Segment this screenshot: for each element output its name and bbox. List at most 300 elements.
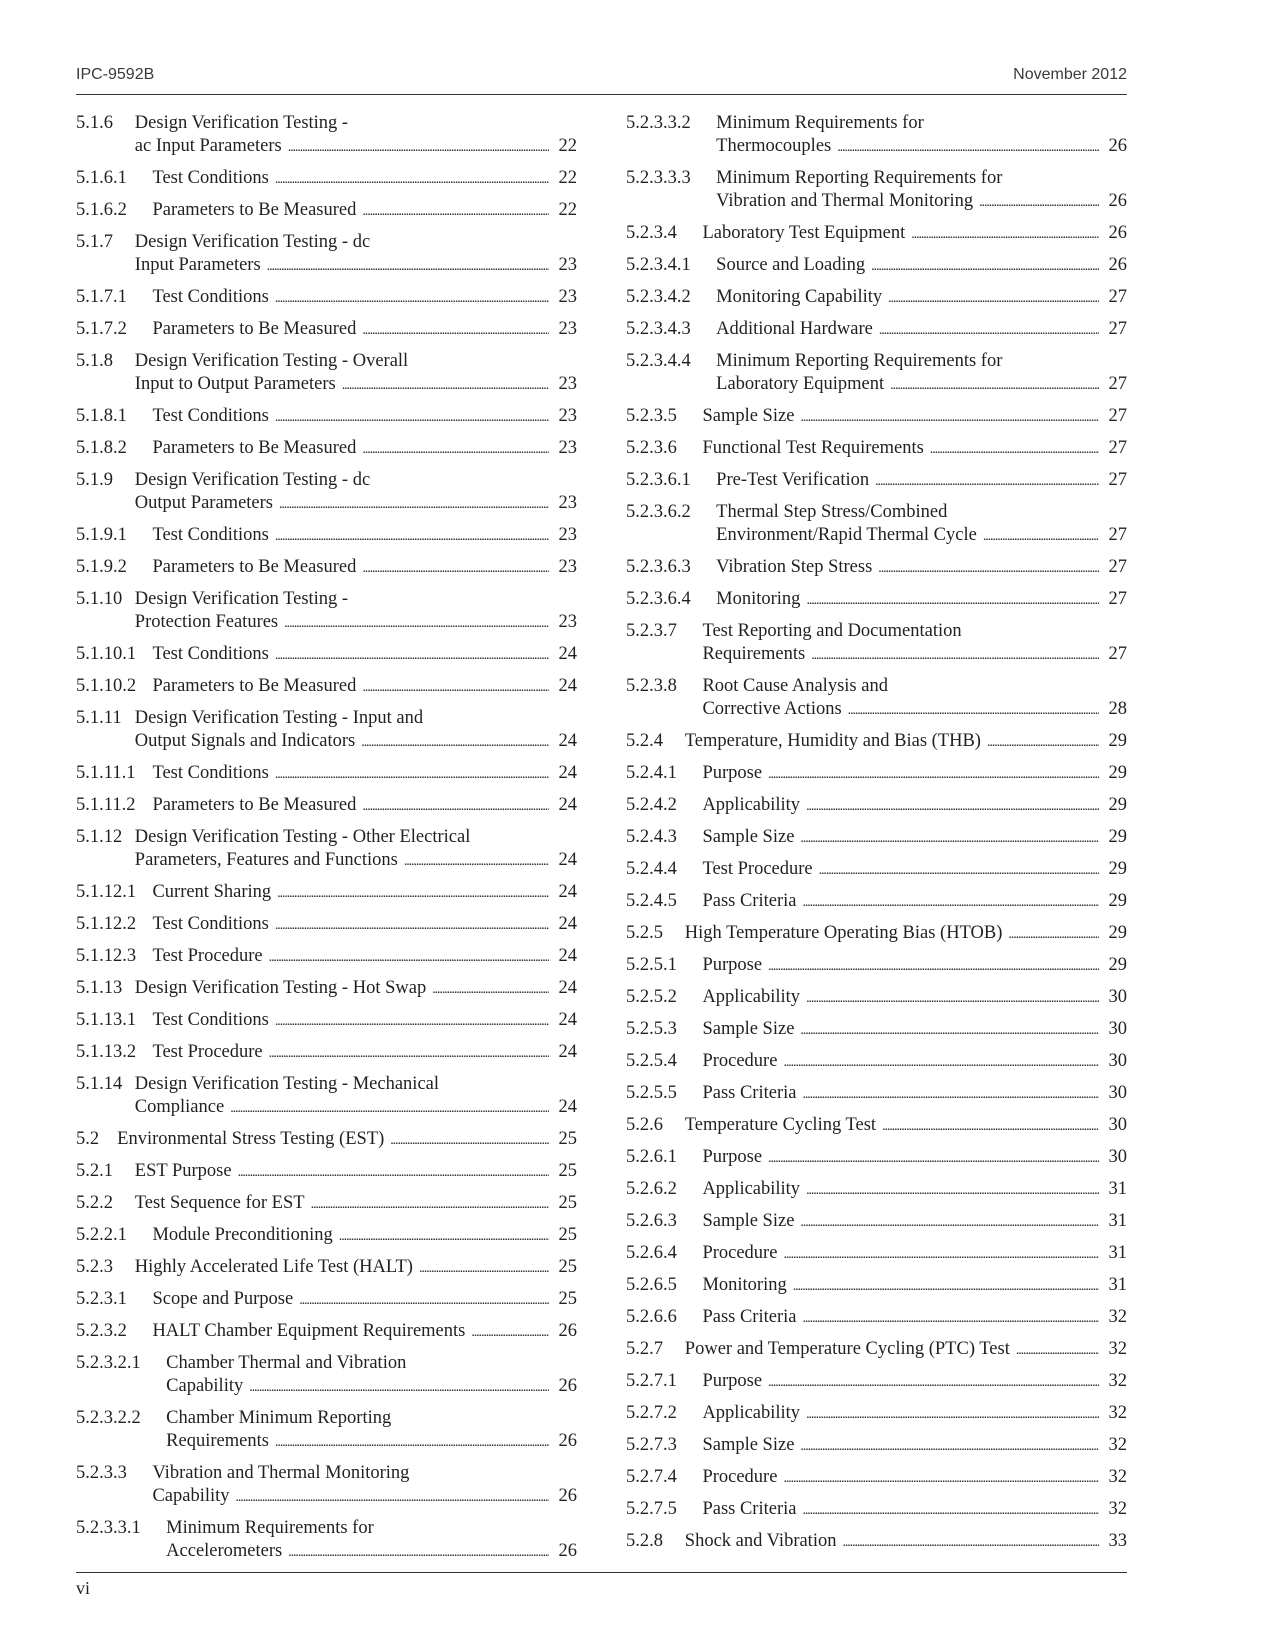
section-number: 5.2.3.2: [76, 1321, 127, 1341]
dot-leader: [288, 1541, 549, 1564]
toc-entry-line: [626, 112, 1127, 135]
toc-entry[interactable]: [626, 1306, 1127, 1330]
section-number: 5.2.3.6.1: [626, 470, 691, 490]
toc-entry[interactable]: [626, 730, 1127, 754]
section-title: Applicability: [702, 1179, 801, 1199]
toc-entry-line: [626, 762, 1127, 786]
dot-leader: [361, 731, 549, 754]
section-number: 5.2.6.2: [626, 1179, 677, 1199]
toc-entry[interactable]: [626, 501, 1127, 548]
section-number: 5.2.6.6: [626, 1307, 677, 1327]
section-number: 5.2.6.1: [626, 1147, 677, 1167]
section-title: High Temperature Operating Bias (HTOB): [684, 923, 1003, 943]
section-number: 5.1.6: [76, 113, 113, 133]
toc-entry[interactable]: [626, 1018, 1127, 1042]
toc-entry[interactable]: [76, 643, 577, 667]
section-title: Minimum Requirements for: [716, 113, 924, 133]
toc-entry[interactable]: [626, 675, 1127, 722]
section-title: Parameters to Be Measured: [152, 795, 357, 815]
toc-entry-line: [626, 373, 1127, 397]
section-title: Pre-Test Verification: [716, 470, 870, 490]
section-title: Test Procedure: [152, 946, 263, 966]
toc-entry[interactable]: [76, 794, 577, 818]
dot-leader: [342, 374, 549, 397]
page-reference: 26: [1108, 191, 1127, 211]
toc-entry-line: [626, 730, 1127, 754]
toc-entry-line: [626, 826, 1127, 850]
section-title: Environmental Stress Testing (EST): [117, 1129, 385, 1149]
section-number: 5.2.6: [626, 1115, 663, 1135]
page-reference: 27: [1108, 374, 1127, 394]
toc-entry[interactable]: [626, 254, 1127, 278]
dot-leader: [275, 287, 549, 310]
dot-leader: [249, 1376, 549, 1399]
toc-entry[interactable]: [626, 1434, 1127, 1458]
section-title: Minimum Reporting Requirements for: [716, 168, 1003, 188]
toc-entry[interactable]: [76, 1041, 577, 1065]
section-title: Compliance: [134, 1097, 225, 1117]
section-number: 5.1.9.2: [76, 557, 127, 577]
section-title: Chamber Minimum Reporting: [166, 1408, 392, 1428]
toc-entry[interactable]: [626, 1498, 1127, 1522]
toc-entry[interactable]: [626, 1114, 1127, 1138]
section-number: 5.1.12: [76, 827, 123, 847]
page-reference: 30: [1108, 1019, 1127, 1039]
toc-entry-line: [76, 707, 577, 730]
toc-entry[interactable]: [626, 1210, 1127, 1234]
section-title: Capability: [152, 1486, 230, 1506]
section-number: 5.2: [76, 1129, 100, 1149]
toc-entry[interactable]: [76, 469, 577, 516]
toc-entry-line: [76, 977, 577, 1001]
section-number: 5.2.6.5: [626, 1275, 677, 1295]
section-number: 5.2.3.6.4: [626, 589, 691, 609]
page-reference: 27: [1108, 287, 1127, 307]
toc-entry[interactable]: [76, 1128, 577, 1152]
page-reference: 29: [1108, 923, 1127, 943]
section-number: 5.1.9.1: [76, 525, 127, 545]
page-reference: 29: [1108, 859, 1127, 879]
dot-leader: [819, 859, 1099, 882]
section-number: 5.1.7.2: [76, 319, 127, 339]
toc-entry[interactable]: [76, 1517, 577, 1564]
toc-entry[interactable]: [626, 620, 1127, 667]
toc-entry-line: [626, 1114, 1127, 1138]
section-number: 5.1.11: [76, 708, 122, 728]
toc-entry-line: [76, 849, 577, 873]
dot-leader: [236, 1486, 549, 1509]
toc-entry[interactable]: [76, 1462, 577, 1509]
page-reference: 32: [1108, 1339, 1127, 1359]
dot-leader: [842, 1531, 1099, 1554]
toc-entry[interactable]: [76, 675, 577, 699]
page-reference: 32: [1108, 1499, 1127, 1519]
page-reference: 26: [1108, 136, 1127, 156]
section-title: Test Reporting and Documentation: [702, 621, 962, 641]
section-number: 5.2.7.3: [626, 1435, 677, 1455]
dot-leader: [802, 1307, 1099, 1330]
section-title: Parameters to Be Measured: [152, 676, 357, 696]
toc-entry-line: [626, 318, 1127, 342]
toc-entry-line: [76, 199, 577, 223]
page-reference: 23: [558, 493, 577, 513]
toc-entry[interactable]: [76, 1320, 577, 1344]
toc-entry-line: [76, 1224, 577, 1248]
section-number: 5.1.12.1: [76, 882, 137, 902]
toc-entry[interactable]: [76, 945, 577, 969]
toc-entry[interactable]: [626, 405, 1127, 429]
page-reference: 26: [558, 1486, 577, 1506]
page-reference: 32: [1108, 1435, 1127, 1455]
dot-leader: [269, 946, 549, 969]
toc-entry[interactable]: [626, 954, 1127, 978]
toc-entry[interactable]: [626, 588, 1127, 612]
toc-entry[interactable]: [76, 826, 577, 873]
toc-entry-line: [626, 698, 1127, 722]
section-number: 5.1.13.1: [76, 1010, 137, 1030]
section-number: 5.1.8.2: [76, 438, 127, 458]
section-title: Parameters to Be Measured: [152, 438, 357, 458]
section-number: 5.1.13.2: [76, 1042, 137, 1062]
section-title: Test Sequence for EST: [134, 1193, 305, 1213]
toc-entry-line: [626, 588, 1127, 612]
toc-entry[interactable]: [76, 199, 577, 223]
toc-entry[interactable]: [626, 794, 1127, 818]
toc-entry[interactable]: [76, 977, 577, 1001]
section-title: Test Conditions: [152, 763, 269, 783]
toc-entry[interactable]: [76, 1009, 577, 1033]
section-title: Test Conditions: [152, 406, 269, 426]
section-number: 5.2.3.3.3: [626, 168, 691, 188]
section-title: Test Conditions: [152, 1010, 269, 1030]
page-reference: 23: [558, 612, 577, 632]
section-number: 5.2.3: [76, 1257, 113, 1277]
toc-entry-line: [76, 1009, 577, 1033]
page-reference: 24: [558, 676, 577, 696]
section-title: Vibration and Thermal Monitoring: [716, 191, 974, 211]
section-number: 5.2.7.4: [626, 1467, 677, 1487]
dot-leader: [930, 438, 1099, 461]
toc-entry[interactable]: [76, 231, 577, 278]
toc-entry[interactable]: [626, 1370, 1127, 1394]
dot-leader: [275, 914, 549, 937]
section-title: Monitoring Capability: [716, 287, 883, 307]
section-number: 5.2.5.1: [626, 955, 677, 975]
page-reference: 23: [558, 287, 577, 307]
section-title: Power and Temperature Cycling (PTC) Test: [684, 1339, 1010, 1359]
page-reference: 24: [558, 763, 577, 783]
toc-entry-line: [626, 1338, 1127, 1362]
toc-entry[interactable]: [626, 286, 1127, 310]
toc-entry[interactable]: [76, 1256, 577, 1280]
page-reference: 27: [1108, 589, 1127, 609]
section-title: Source and Loading: [716, 255, 866, 275]
page-reference: 24: [558, 946, 577, 966]
section-title: Parameters, Features and Functions: [134, 850, 398, 870]
toc-entry[interactable]: [76, 707, 577, 754]
toc-entry-line: [76, 135, 577, 159]
document-id: IPC-9592B: [76, 66, 155, 83]
section-title: Design Verification Testing - Input and: [134, 708, 424, 728]
section-number: 5.2.3.4.4: [626, 351, 691, 371]
dot-leader: [800, 406, 1099, 429]
toc-entry[interactable]: [76, 1407, 577, 1454]
toc-entry[interactable]: [626, 890, 1127, 914]
toc-entry[interactable]: [76, 588, 577, 635]
section-title: Temperature, Humidity and Bias (THB): [684, 731, 981, 751]
page-reference: 26: [558, 1541, 577, 1561]
page-reference: 25: [558, 1193, 577, 1213]
toc-entry[interactable]: [76, 286, 577, 310]
toc-entry-line: [626, 1018, 1127, 1042]
dot-leader: [339, 1225, 549, 1248]
page-reference: 23: [558, 406, 577, 426]
toc-entry[interactable]: [626, 112, 1127, 159]
dot-leader: [806, 589, 1099, 612]
toc-entry[interactable]: [626, 437, 1127, 461]
page-reference: 24: [558, 1010, 577, 1030]
toc-entry[interactable]: [76, 1352, 577, 1399]
section-title: Highly Accelerated Life Test (HALT): [134, 1257, 413, 1277]
toc-entry[interactable]: [626, 986, 1127, 1010]
dot-leader: [806, 795, 1099, 818]
section-title: Design Verification Testing -: [134, 589, 349, 609]
toc-entry-line: [76, 881, 577, 905]
toc-entry[interactable]: [626, 1530, 1127, 1554]
toc-entry[interactable]: [626, 1050, 1127, 1074]
toc-entry-line: [626, 890, 1127, 914]
toc-entry[interactable]: [626, 1242, 1127, 1266]
dot-leader: [890, 374, 1099, 397]
toc-entry[interactable]: [626, 762, 1127, 786]
page-reference: 23: [558, 319, 577, 339]
toc-entry[interactable]: [76, 1224, 577, 1248]
toc-entry-line: [76, 1160, 577, 1184]
dot-leader: [471, 1321, 549, 1344]
toc-entry-line: [76, 762, 577, 786]
dot-leader: [837, 136, 1099, 159]
dot-leader: [269, 1042, 549, 1065]
page-reference: 32: [1108, 1467, 1127, 1487]
dot-leader: [284, 612, 549, 635]
section-title: Input Parameters: [134, 255, 261, 275]
dot-leader: [1016, 1339, 1099, 1362]
page-reference: 26: [1108, 223, 1127, 243]
toc-entry-line: [626, 556, 1127, 580]
page-reference: 25: [558, 1289, 577, 1309]
toc-entry[interactable]: [626, 858, 1127, 882]
page-reference: 25: [558, 1129, 577, 1149]
toc-entry[interactable]: [626, 1402, 1127, 1426]
page-reference: 29: [1108, 827, 1127, 847]
section-number: 5.2.3.4.2: [626, 287, 691, 307]
toc-entry[interactable]: [76, 405, 577, 429]
toc-entry[interactable]: [76, 1073, 577, 1120]
dot-leader: [404, 850, 549, 873]
section-number: 5.2.7.5: [626, 1499, 677, 1519]
toc-entry-line: [76, 611, 577, 635]
toc-entry[interactable]: [76, 762, 577, 786]
page-reference: 22: [558, 168, 577, 188]
toc-entry-line: [76, 492, 577, 516]
section-title: Laboratory Test Equipment: [702, 223, 906, 243]
dot-leader: [783, 1051, 1099, 1074]
page-reference: 31: [1108, 1243, 1127, 1263]
toc-entry-line: [76, 469, 577, 492]
toc-entry-line: [76, 1375, 577, 1399]
section-title: Scope and Purpose: [152, 1289, 294, 1309]
page-reference: 24: [558, 882, 577, 902]
section-title: Monitoring: [702, 1275, 787, 1295]
section-number: 5.2.8: [626, 1531, 663, 1551]
page-reference: 29: [1108, 891, 1127, 911]
toc-entry-line: [76, 1517, 577, 1540]
toc-entry-line: [76, 588, 577, 611]
header-rule: [76, 94, 1127, 95]
page-reference: 30: [1108, 1083, 1127, 1103]
toc-entry-line: [626, 501, 1127, 524]
section-title: Module Preconditioning: [152, 1225, 333, 1245]
section-title: Purpose: [702, 1147, 763, 1167]
toc-entry[interactable]: [626, 350, 1127, 397]
section-title: Capability: [166, 1376, 244, 1396]
dot-leader: [911, 223, 1099, 246]
section-number: 5.2.3.6: [626, 438, 677, 458]
dot-leader: [275, 1010, 549, 1033]
toc-entry-line: [626, 794, 1127, 818]
dot-leader: [783, 1243, 1099, 1266]
page-reference: 27: [1108, 644, 1127, 664]
toc-entry[interactable]: [76, 1192, 577, 1216]
section-number: 5.2.6.3: [626, 1211, 677, 1231]
toc-entry-line: [626, 286, 1127, 310]
toc-entry-line: [626, 1498, 1127, 1522]
section-title: HALT Chamber Equipment Requirements: [152, 1321, 466, 1341]
toc-entry[interactable]: [626, 1338, 1127, 1362]
section-title: Requirements: [166, 1431, 269, 1451]
section-title: Pass Criteria: [702, 891, 797, 911]
page-reference: 22: [558, 136, 577, 156]
toc-entry[interactable]: [626, 1466, 1127, 1490]
toc-right-column: [626, 112, 1127, 1562]
dot-leader: [238, 1161, 549, 1184]
toc-entry-line: [76, 945, 577, 969]
dot-leader: [279, 493, 549, 516]
section-title: Design Verification Testing - Hot Swap: [134, 978, 427, 998]
dot-leader: [275, 644, 549, 667]
section-title: Procedure: [702, 1243, 778, 1263]
toc-entry[interactable]: [76, 350, 577, 397]
toc-entry-line: [76, 1540, 577, 1564]
toc-entry[interactable]: [76, 318, 577, 342]
toc-entry-line: [76, 286, 577, 310]
page-reference: 25: [558, 1161, 577, 1181]
section-number: 5.2.3.4: [626, 223, 677, 243]
toc-entry[interactable]: [76, 1160, 577, 1184]
page-reference: 23: [558, 255, 577, 275]
toc-entry-line: [626, 1210, 1127, 1234]
dot-leader: [419, 1257, 549, 1280]
section-title: Pass Criteria: [702, 1307, 797, 1327]
page-reference: 31: [1108, 1275, 1127, 1295]
section-number: 5.2.5.4: [626, 1051, 677, 1071]
page-reference: 27: [1108, 406, 1127, 426]
toc-entry[interactable]: [76, 167, 577, 191]
page-reference: 25: [558, 1225, 577, 1245]
toc-entry[interactable]: [76, 437, 577, 461]
toc-entry-line: [626, 675, 1127, 698]
toc-entry-line: [76, 675, 577, 699]
page-reference: 27: [1108, 557, 1127, 577]
page-reference: 24: [558, 795, 577, 815]
dot-leader: [362, 200, 549, 223]
section-title: Input to Output Parameters: [134, 374, 336, 394]
page-reference: 33: [1108, 1531, 1127, 1551]
toc-entry-line: [626, 135, 1127, 159]
toc-entry-line: [626, 1274, 1127, 1298]
toc-entry[interactable]: [76, 524, 577, 548]
dot-leader: [800, 1019, 1099, 1042]
toc-entry[interactable]: [626, 1178, 1127, 1202]
toc-entry[interactable]: [626, 167, 1127, 214]
toc-entry[interactable]: [76, 112, 577, 159]
dot-leader: [783, 1467, 1099, 1490]
dot-leader: [879, 319, 1099, 342]
toc-entry[interactable]: [626, 469, 1127, 493]
section-number: 5.2.3.6.3: [626, 557, 691, 577]
toc-entry[interactable]: [626, 826, 1127, 850]
section-number: 5.2.2.1: [76, 1225, 127, 1245]
toc-entry[interactable]: [626, 556, 1127, 580]
section-number: 5.2.7.1: [626, 1371, 677, 1391]
dot-leader: [275, 406, 549, 429]
section-number: 5.1.10: [76, 589, 123, 609]
toc-entry[interactable]: [626, 1146, 1127, 1170]
toc-entry[interactable]: [76, 556, 577, 580]
section-number: 5.2.5.2: [626, 987, 677, 1007]
toc-entry[interactable]: [626, 318, 1127, 342]
toc-entry[interactable]: [76, 913, 577, 937]
toc-entry-line: [76, 405, 577, 429]
toc-entry[interactable]: [76, 881, 577, 905]
dot-leader: [793, 1275, 1099, 1298]
page-reference: 23: [558, 525, 577, 545]
section-title: Sample Size: [702, 827, 795, 847]
section-number: 5.2.5: [626, 923, 663, 943]
section-number: 5.2.3.2.2: [76, 1408, 141, 1428]
section-title: Procedure: [702, 1467, 778, 1487]
page-reference: 23: [558, 438, 577, 458]
toc-entry[interactable]: [626, 1274, 1127, 1298]
toc-entry-line: [626, 254, 1127, 278]
toc-entry-line: [626, 954, 1127, 978]
section-title: Minimum Reporting Requirements for: [716, 351, 1003, 371]
section-title: Design Verification Testing - Mechanical: [134, 1074, 440, 1094]
section-number: 5.2.4: [626, 731, 663, 751]
section-number: 5.2.5.3: [626, 1019, 677, 1039]
toc-entry[interactable]: [626, 1082, 1127, 1106]
toc-entry[interactable]: [626, 222, 1127, 246]
toc-entry[interactable]: [76, 1288, 577, 1312]
toc-entry-line: [76, 1485, 577, 1509]
toc-entry-line: [76, 254, 577, 278]
page-reference: 23: [558, 374, 577, 394]
section-number: 5.2.7: [626, 1339, 663, 1359]
section-number: 5.1.7: [76, 232, 113, 252]
toc-entry[interactable]: [626, 922, 1127, 946]
section-number: 5.2.3.1: [76, 1289, 127, 1309]
toc-entry-line: [76, 1320, 577, 1344]
